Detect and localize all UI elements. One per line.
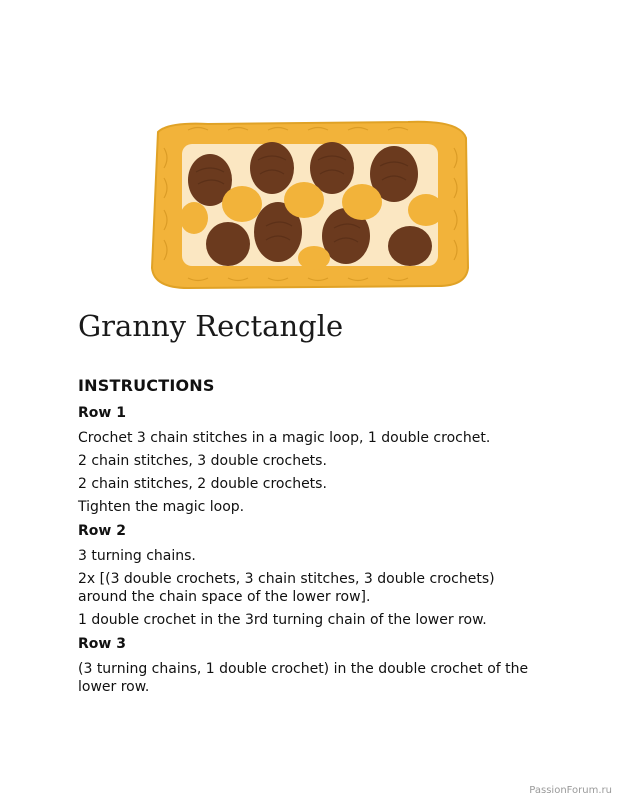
row-1-step-4: Tighten the magic loop. (78, 499, 245, 515)
row-2-step-3: 1 double crochet in the 3rd turning chain of the lower row. (78, 612, 487, 628)
granny-rectangle-photo (148, 118, 472, 290)
row-1-heading: Row 1 (78, 405, 126, 421)
row-1-step-3: 2 chain stitches, 2 double crochets. (78, 476, 327, 492)
row-2-step-2: 2x [(3 double crochets, 3 chain stitches, 3 double crochets) around the chain space of the lower row]. (78, 571, 495, 605)
instructions-heading: INSTRUCTIONS (78, 376, 215, 395)
row-1-step-2: 2 chain stitches, 3 double crochets. (78, 453, 327, 469)
row-3-heading: Row 3 (78, 636, 126, 652)
row-1-step-1: Crochet 3 chain stitches in a magic loop, 1 double crochet. (78, 430, 491, 446)
row-2-heading: Row 2 (78, 523, 126, 539)
pattern-title: Granny Rectangle (78, 309, 344, 343)
row-2-step-1: 3 turning chains. (78, 548, 196, 564)
watermark: PassionForum.ru (529, 785, 612, 796)
row-3-step-1: (3 turning chains, 1 double crochet) in the double crochet of the lower row. (78, 661, 529, 695)
instructions-section (78, 375, 548, 701)
